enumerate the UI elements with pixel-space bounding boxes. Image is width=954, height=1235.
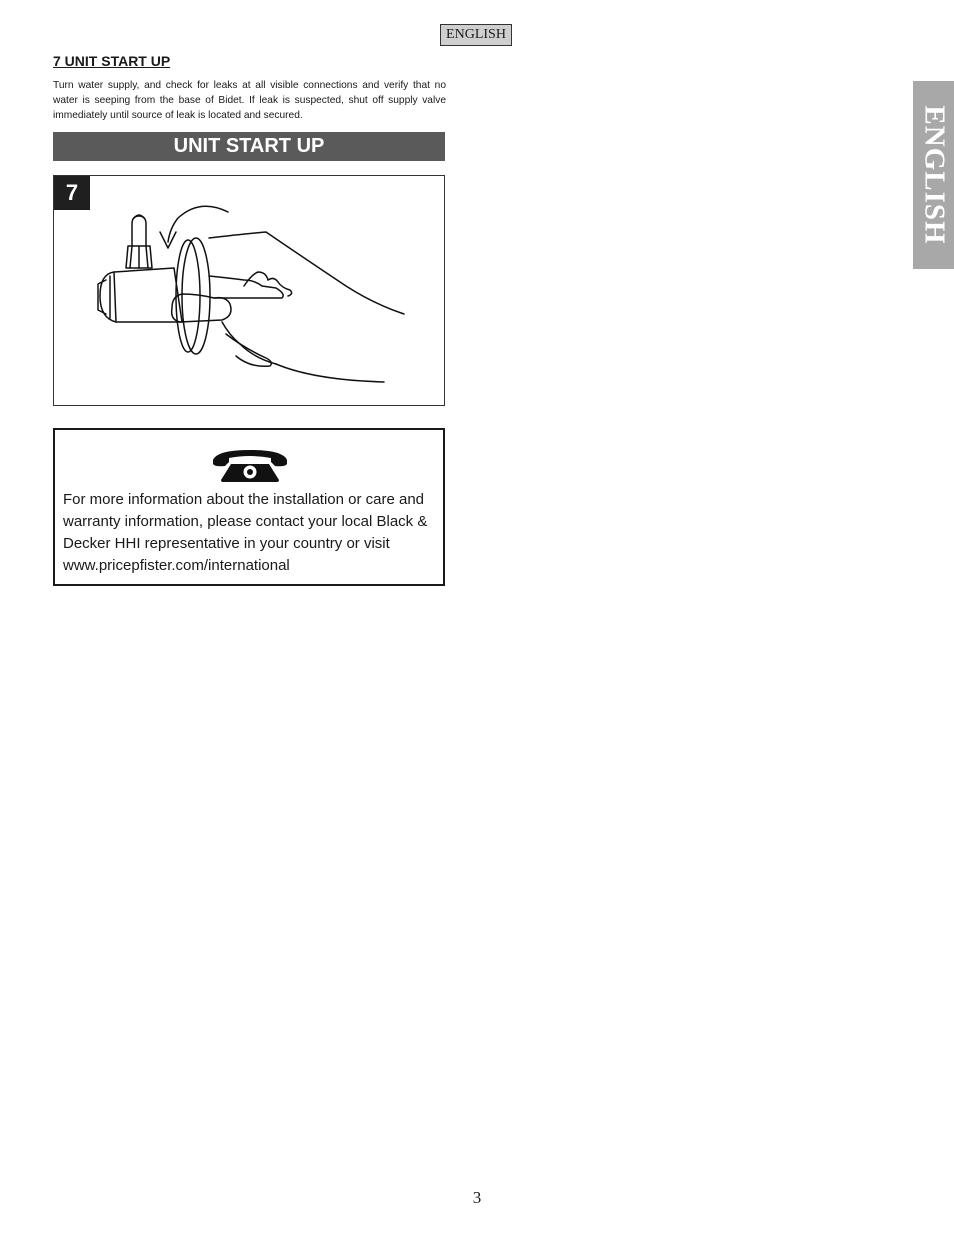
language-side-tab <box>913 81 954 269</box>
section-body: Turn water supply, and check for leaks at all visible connections and verify that no water is seeping from the base of Bidet. If leak is suspected, shut off supply valve immediately until source of leak is located and secured. <box>53 80 446 121</box>
telephone-icon <box>211 448 289 484</box>
page-number: 3 <box>472 1188 482 1207</box>
side-tab-label: ENGLISH <box>918 105 950 245</box>
contact-info-box <box>53 428 445 586</box>
contact-info-text: For more information about the installation or care and warranty information, please contact your local Black & Decker HHI representative in your country or visit www.pricepfister.com/international <box>63 491 428 574</box>
language-badge: ENGLISH <box>440 24 512 46</box>
section-banner: UNIT START UP <box>53 132 445 161</box>
hand-turning-valve-icon <box>54 176 444 405</box>
step-number-badge: 7 <box>54 176 90 210</box>
step-figure <box>53 175 445 406</box>
section-heading: 7 UNIT START UP <box>53 53 171 69</box>
